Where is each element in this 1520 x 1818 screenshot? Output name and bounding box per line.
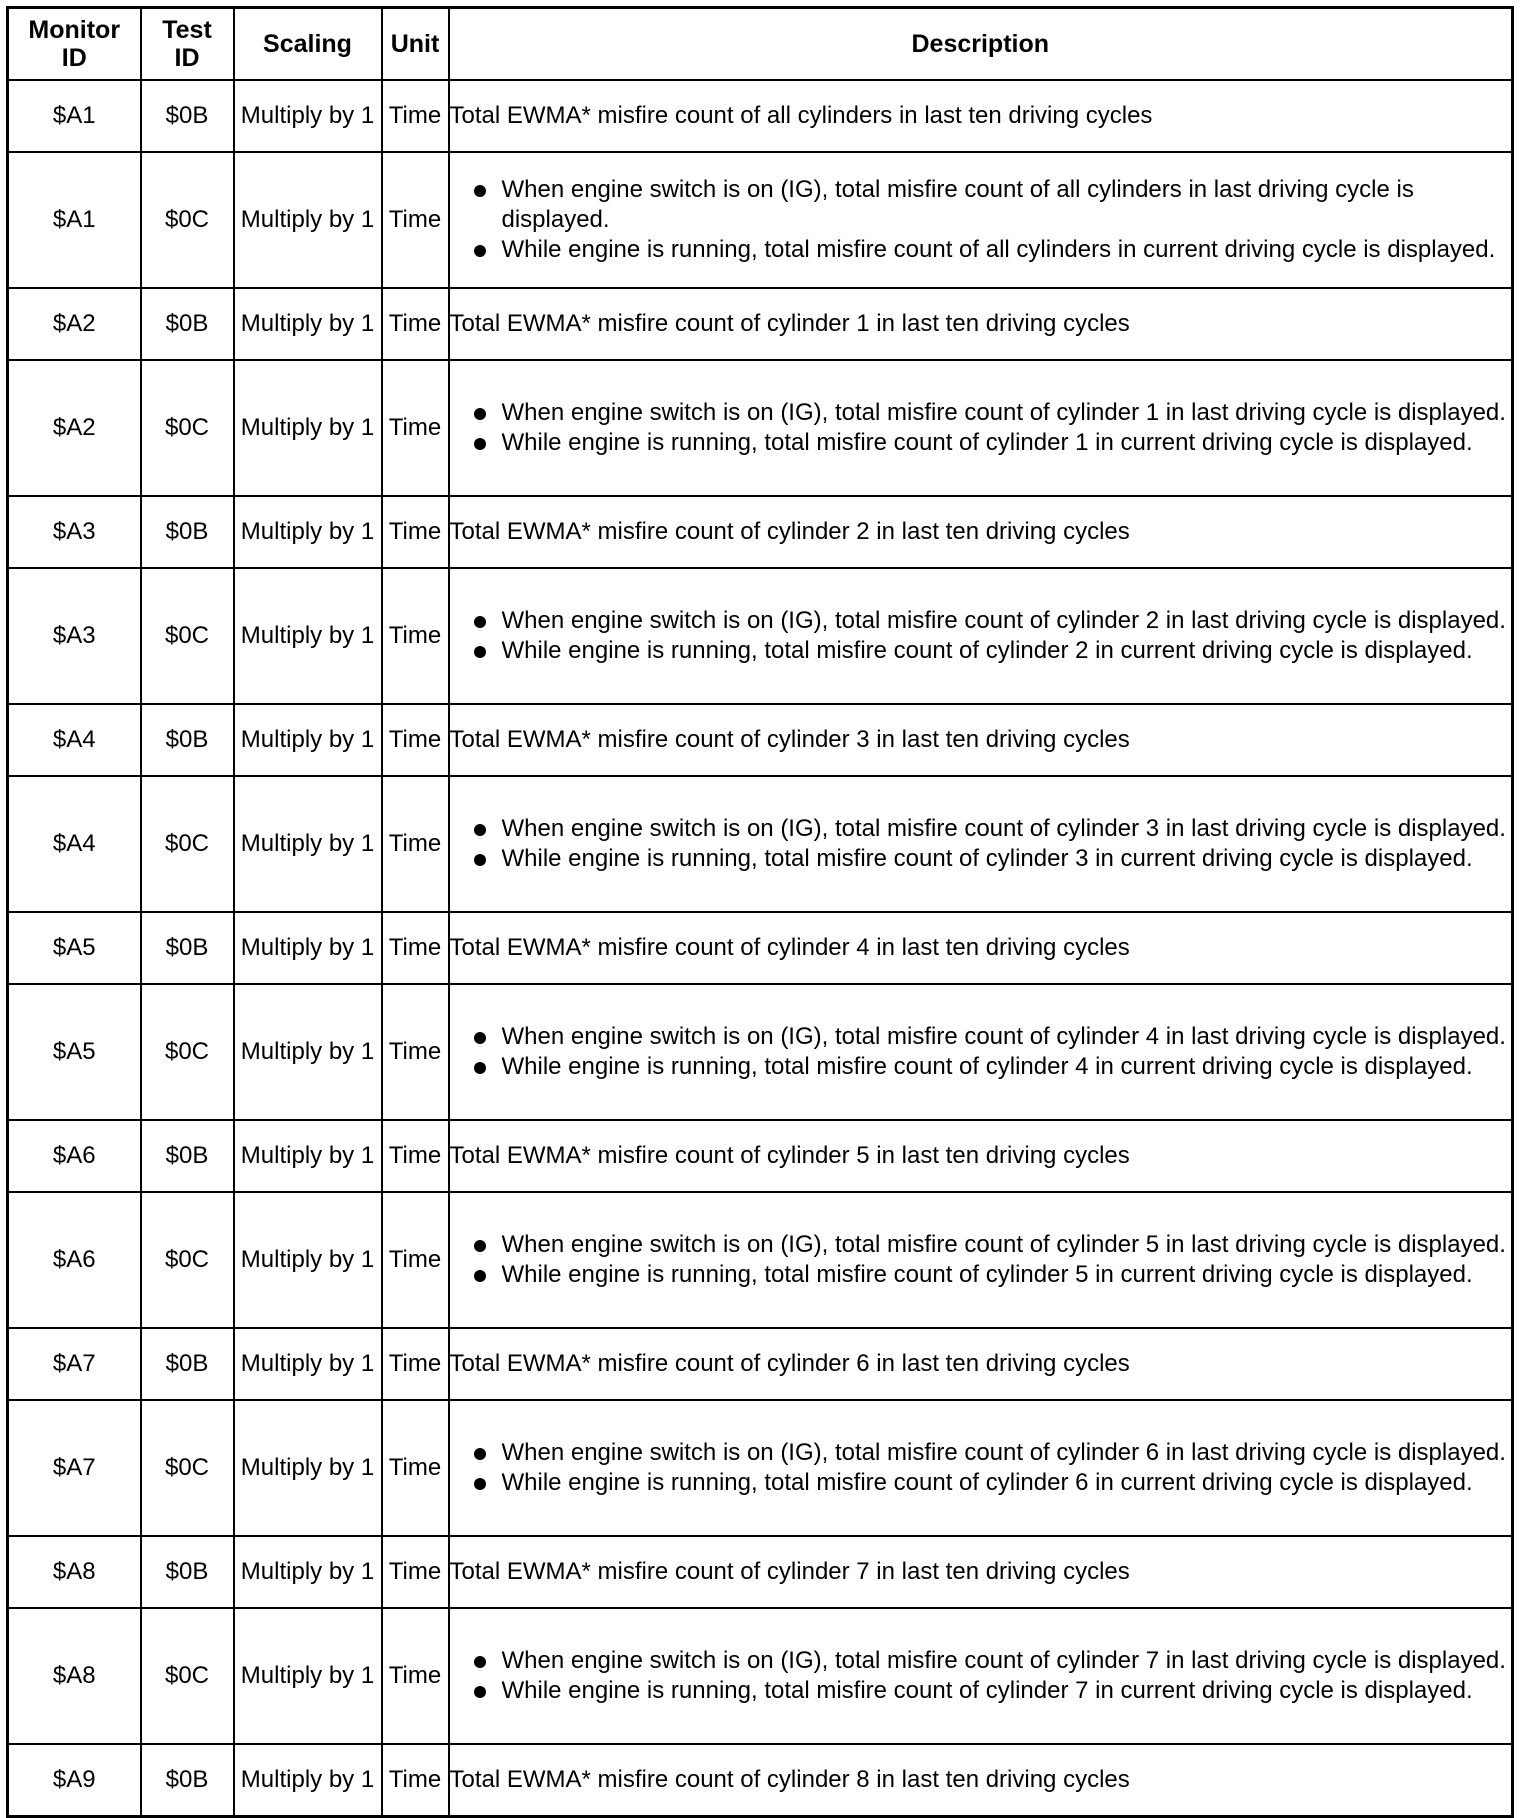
description-bullet-list: [450, 175, 1512, 265]
description-cell: Total EWMA* misfire count of cylinder 3 in last ten driving cycles: [449, 704, 1513, 776]
description-bullet: When engine switch is on (IG), total misfire count of cylinder 4 in last driving cycle is displayed.: [470, 1022, 1512, 1052]
test-id-cell: $0C: [141, 1400, 234, 1536]
description-bullet: While engine is running, total misfire count of cylinder 4 in current driving cycle is displayed.: [470, 1052, 1512, 1082]
table-row: [8, 1608, 1513, 1744]
description-bullet: When engine switch is on (IG), total misfire count of cylinder 2 in last driving cycle is displayed.: [470, 606, 1512, 636]
description-bullet-list: [450, 1438, 1512, 1498]
table-row: [8, 80, 1513, 152]
test-id-cell: $0C: [141, 152, 234, 288]
test-id-cell: $0C: [141, 984, 234, 1120]
header-text: ID: [174, 44, 200, 72]
scaling-cell: Multiply by 1: [234, 360, 382, 496]
header-scaling: [234, 8, 382, 81]
monitor-id-cell: $A6: [8, 1192, 141, 1328]
unit-cell: Time: [382, 912, 449, 984]
description-cell: [449, 568, 1513, 704]
description-bullet: While engine is running, total misfire count of cylinder 2 in current driving cycle is displayed.: [470, 636, 1512, 666]
table-row: [8, 360, 1513, 496]
table-row: [8, 912, 1513, 984]
unit-cell: Time: [382, 568, 449, 704]
table-row: [8, 568, 1513, 704]
scaling-cell: Multiply by 1: [234, 776, 382, 912]
description-bullet: When engine switch is on (IG), total misfire count of cylinder 6 in last driving cycle is displayed.: [470, 1438, 1512, 1468]
unit-cell: Time: [382, 776, 449, 912]
test-id-cell: $0C: [141, 776, 234, 912]
monitor-id-cell: $A4: [8, 776, 141, 912]
header-text: ID: [61, 44, 87, 72]
header-description: [449, 8, 1513, 81]
test-id-cell: $0C: [141, 1192, 234, 1328]
description-cell: Total EWMA* misfire count of cylinder 4 in last ten driving cycles: [449, 912, 1513, 984]
monitor-id-cell: $A8: [8, 1536, 141, 1608]
monitor-id-cell: $A3: [8, 496, 141, 568]
description-bullet-list: [450, 1230, 1512, 1290]
table-header-row: [8, 8, 1513, 81]
header-test-id: [141, 8, 234, 81]
description-bullet: While engine is running, total misfire count of cylinder 5 in current driving cycle is displayed.: [470, 1260, 1512, 1290]
test-id-cell: $0B: [141, 1536, 234, 1608]
monitor-id-cell: $A7: [8, 1328, 141, 1400]
table-row: [8, 776, 1513, 912]
scaling-cell: Multiply by 1: [234, 496, 382, 568]
scaling-cell: Multiply by 1: [234, 288, 382, 360]
test-id-cell: $0C: [141, 568, 234, 704]
scaling-cell: Multiply by 1: [234, 912, 382, 984]
monitor-spec-table: [6, 6, 1514, 1818]
description-cell: [449, 1400, 1513, 1536]
table-body: [8, 80, 1513, 1817]
test-id-cell: $0B: [141, 1328, 234, 1400]
description-cell: [449, 152, 1513, 288]
description-bullet: While engine is running, total misfire count of cylinder 1 in current driving cycle is displayed.: [470, 428, 1512, 458]
header-unit: [382, 8, 449, 81]
table-row: [8, 1536, 1513, 1608]
test-id-cell: $0B: [141, 1744, 234, 1817]
test-id-cell: $0C: [141, 360, 234, 496]
monitor-id-cell: $A5: [8, 984, 141, 1120]
unit-cell: Time: [382, 1192, 449, 1328]
unit-cell: Time: [382, 496, 449, 568]
description-bullet-list: [450, 398, 1512, 458]
table-row: [8, 1192, 1513, 1328]
scaling-cell: Multiply by 1: [234, 1192, 382, 1328]
monitor-id-cell: $A6: [8, 1120, 141, 1192]
scaling-cell: Multiply by 1: [234, 704, 382, 776]
description-cell: [449, 984, 1513, 1120]
table-row: [8, 1744, 1513, 1817]
description-cell: [449, 1608, 1513, 1744]
description-cell: Total EWMA* misfire count of cylinder 2 in last ten driving cycles: [449, 496, 1513, 568]
description-bullet-list: [450, 1646, 1512, 1706]
table-row: [8, 1328, 1513, 1400]
description-cell: Total EWMA* misfire count of cylinder 5 in last ten driving cycles: [449, 1120, 1513, 1192]
unit-cell: Time: [382, 704, 449, 776]
header-text: Scaling: [263, 30, 352, 58]
description-bullet: While engine is running, total misfire count of all cylinders in current driving cycle is displayed.: [470, 235, 1512, 265]
table-row: [8, 1120, 1513, 1192]
unit-cell: Time: [382, 360, 449, 496]
monitor-id-cell: $A8: [8, 1608, 141, 1744]
scaling-cell: Multiply by 1: [234, 1744, 382, 1817]
table-row: [8, 288, 1513, 360]
unit-cell: Time: [382, 80, 449, 152]
description-cell: Total EWMA* misfire count of cylinder 1 in last ten driving cycles: [449, 288, 1513, 360]
description-bullet: While engine is running, total misfire count of cylinder 6 in current driving cycle is displayed.: [470, 1468, 1512, 1498]
unit-cell: Time: [382, 1328, 449, 1400]
scaling-cell: Multiply by 1: [234, 80, 382, 152]
unit-cell: Time: [382, 1400, 449, 1536]
unit-cell: Time: [382, 288, 449, 360]
description-bullet-list: [450, 606, 1512, 666]
description-bullet: When engine switch is on (IG), total misfire count of cylinder 3 in last driving cycle is displayed.: [470, 814, 1512, 844]
table-row: [8, 152, 1513, 288]
test-id-cell: $0C: [141, 1608, 234, 1744]
scaling-cell: Multiply by 1: [234, 152, 382, 288]
unit-cell: Time: [382, 1608, 449, 1744]
description-bullet-list: [450, 1022, 1512, 1082]
scaling-cell: Multiply by 1: [234, 568, 382, 704]
header-monitor-id: [8, 8, 141, 81]
unit-cell: Time: [382, 1744, 449, 1817]
monitor-id-cell: $A3: [8, 568, 141, 704]
description-cell: [449, 776, 1513, 912]
test-id-cell: $0B: [141, 912, 234, 984]
table-row: [8, 984, 1513, 1120]
header-text: Unit: [390, 30, 440, 58]
scaling-cell: Multiply by 1: [234, 1328, 382, 1400]
description-cell: [449, 360, 1513, 496]
scaling-cell: Multiply by 1: [234, 984, 382, 1120]
monitor-id-cell: $A5: [8, 912, 141, 984]
monitor-id-cell: $A2: [8, 288, 141, 360]
unit-cell: Time: [382, 984, 449, 1120]
description-bullet: When engine switch is on (IG), total misfire count of cylinder 1 in last driving cycle is displayed.: [470, 398, 1512, 428]
monitor-id-cell: $A1: [8, 152, 141, 288]
test-id-cell: $0B: [141, 80, 234, 152]
description-cell: Total EWMA* misfire count of all cylinders in last ten driving cycles: [449, 80, 1513, 152]
test-id-cell: $0B: [141, 496, 234, 568]
test-id-cell: $0B: [141, 704, 234, 776]
unit-cell: Time: [382, 152, 449, 288]
monitor-id-cell: $A2: [8, 360, 141, 496]
header-text: Test: [162, 16, 212, 44]
header-text: Description: [911, 30, 1050, 58]
unit-cell: Time: [382, 1536, 449, 1608]
description-bullet: When engine switch is on (IG), total misfire count of cylinder 5 in last driving cycle is displayed.: [470, 1230, 1512, 1260]
description-bullet: While engine is running, total misfire count of cylinder 3 in current driving cycle is displayed.: [470, 844, 1512, 874]
scaling-cell: Multiply by 1: [234, 1120, 382, 1192]
description-bullet-list: [450, 814, 1512, 874]
unit-cell: Time: [382, 1120, 449, 1192]
description-bullet: While engine is running, total misfire count of cylinder 7 in current driving cycle is displayed.: [470, 1676, 1512, 1706]
monitor-id-cell: $A1: [8, 80, 141, 152]
monitor-id-cell: $A7: [8, 1400, 141, 1536]
table-row: [8, 1400, 1513, 1536]
description-cell: [449, 1192, 1513, 1328]
document-page: [6, 6, 1514, 1812]
table-row: [8, 496, 1513, 568]
header-text: Monitor: [28, 16, 121, 44]
scaling-cell: Multiply by 1: [234, 1608, 382, 1744]
description-bullet: When engine switch is on (IG), total misfire count of all cylinders in last driving cycle is displayed.: [470, 175, 1512, 235]
description-bullet: When engine switch is on (IG), total misfire count of cylinder 7 in last driving cycle is displayed.: [470, 1646, 1512, 1676]
description-cell: Total EWMA* misfire count of cylinder 6 in last ten driving cycles: [449, 1328, 1513, 1400]
scaling-cell: Multiply by 1: [234, 1400, 382, 1536]
test-id-cell: $0B: [141, 1120, 234, 1192]
table-row: [8, 704, 1513, 776]
description-cell: Total EWMA* misfire count of cylinder 7 in last ten driving cycles: [449, 1536, 1513, 1608]
scaling-cell: Multiply by 1: [234, 1536, 382, 1608]
monitor-id-cell: $A4: [8, 704, 141, 776]
test-id-cell: $0B: [141, 288, 234, 360]
description-cell: Total EWMA* misfire count of cylinder 8 in last ten driving cycles: [449, 1744, 1513, 1817]
monitor-id-cell: $A9: [8, 1744, 141, 1817]
